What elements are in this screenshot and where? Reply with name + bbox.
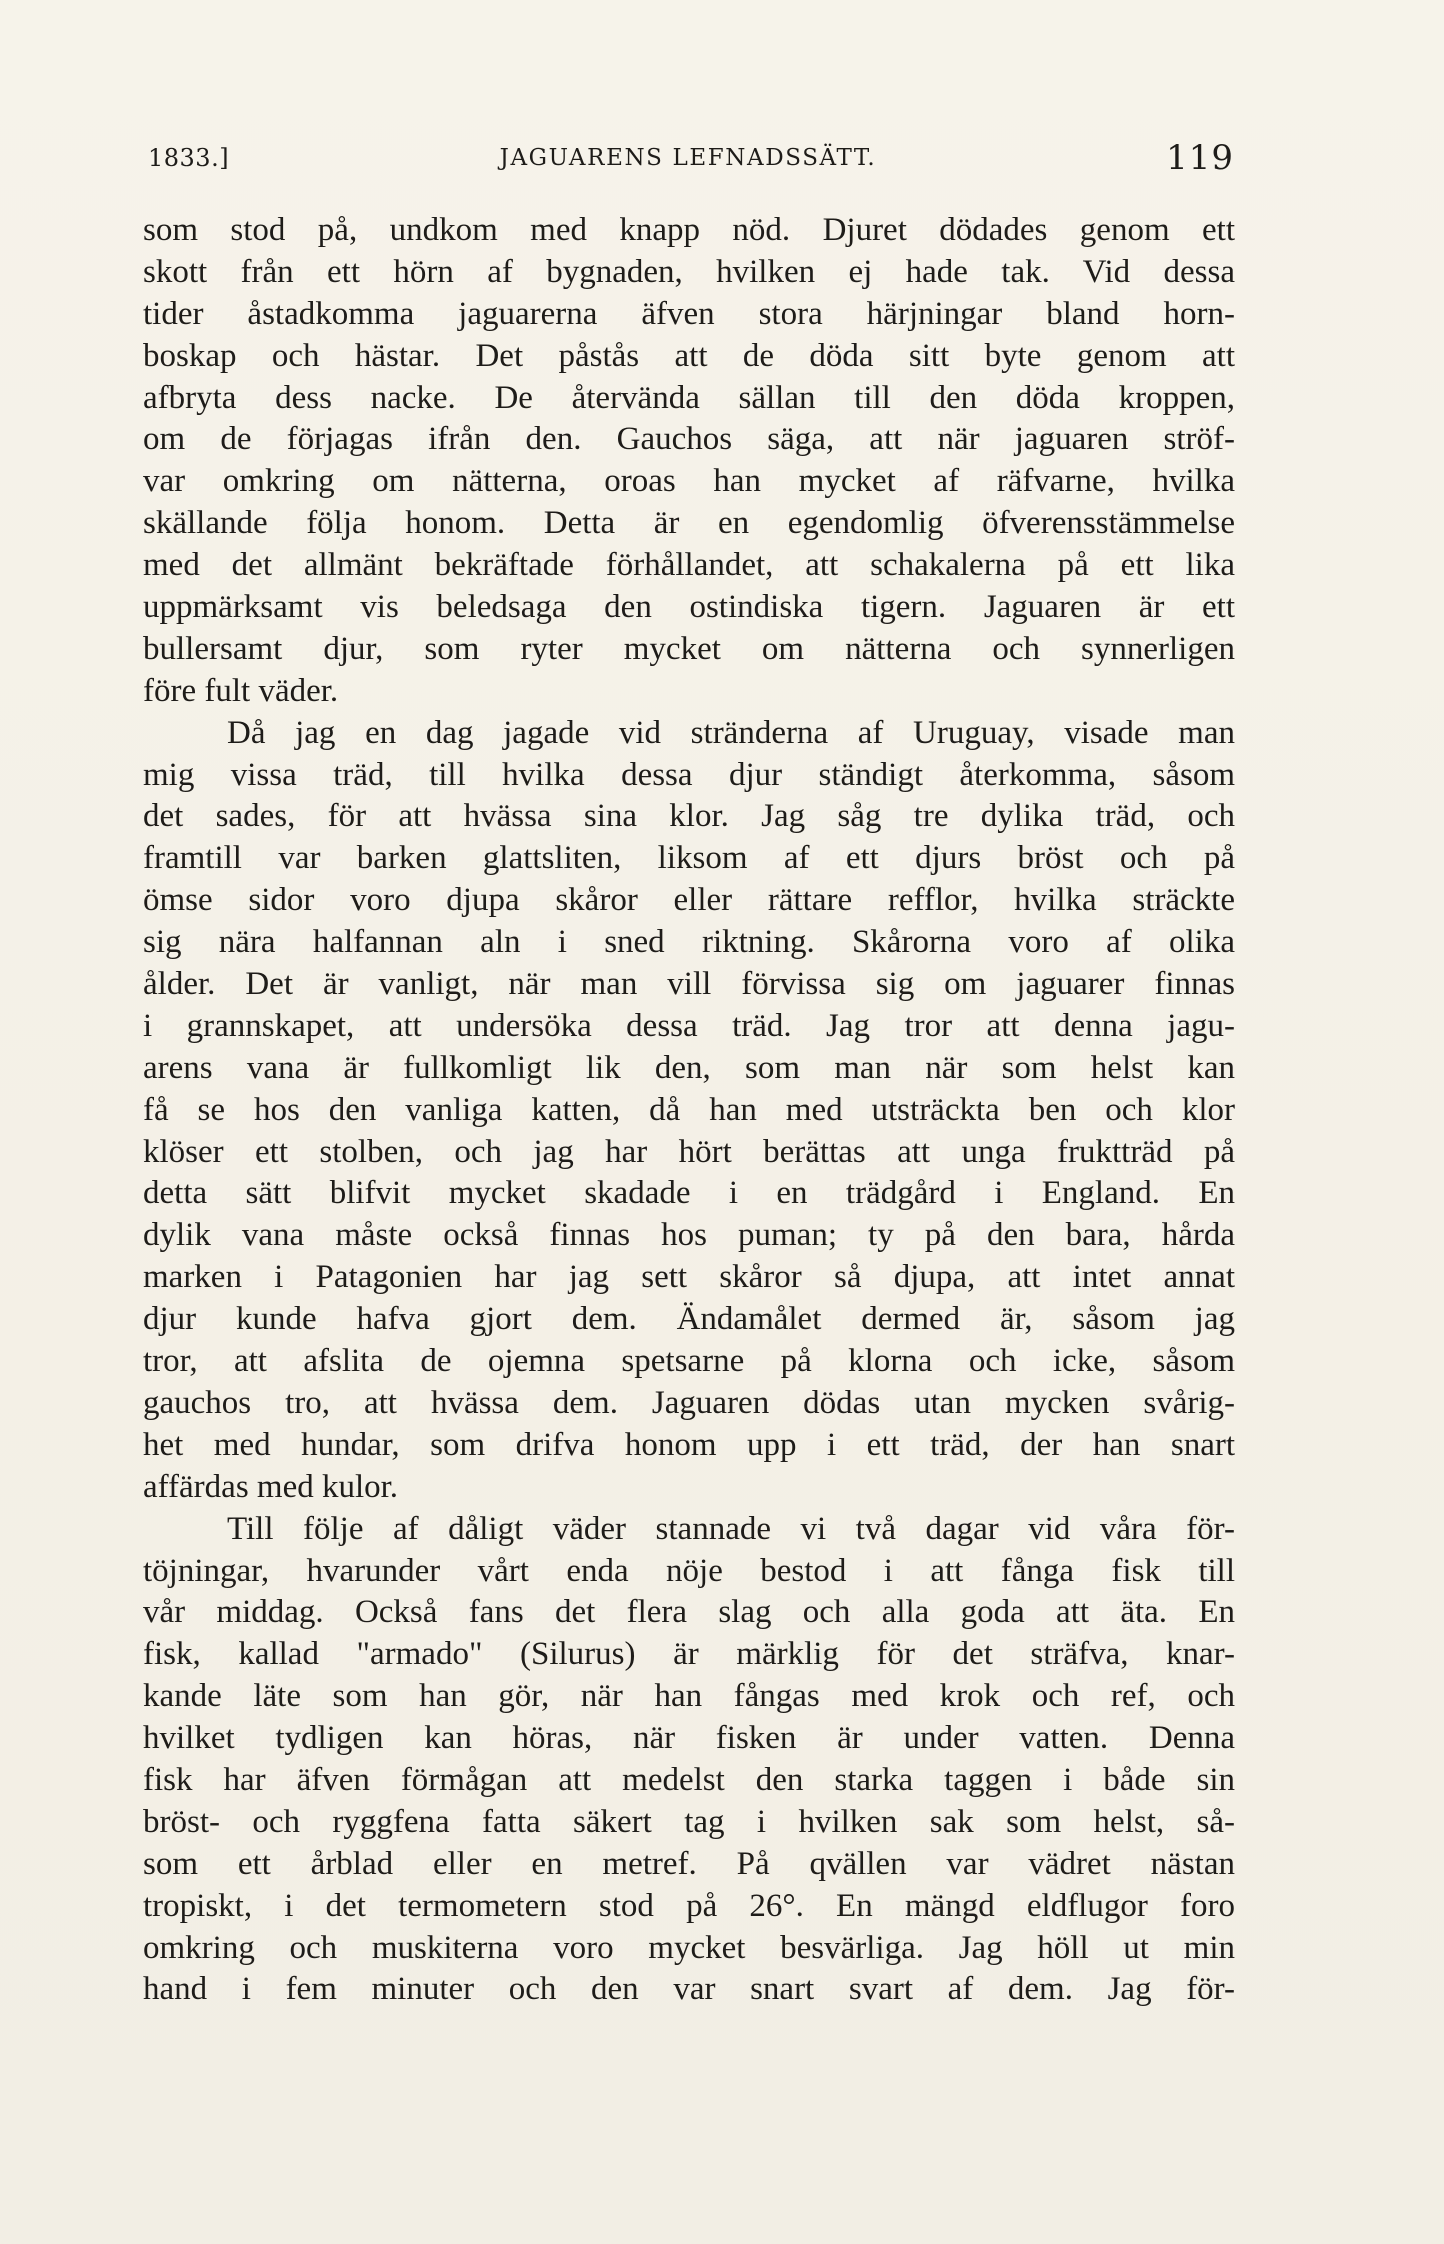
text-line: tropiskt, i det termometern stod på 26°. En mängd eldflugor foro — [143, 1887, 1235, 1924]
text-line: afbryta dess nacke. De återvända sällan till den döda kroppen, — [143, 379, 1235, 416]
text-line: uppmärksamt vis beledsaga den ostindiska tigern. Jaguaren är ett — [143, 589, 1235, 626]
text-line: få se hos den vanliga katten, då han med utsträckta ben och klor — [143, 1091, 1235, 1128]
text-line: fisk, kallad "armado" (Silurus) är märklig för det sträfva, knar- — [143, 1636, 1235, 1673]
text-line: omkring och muskiterna voro mycket besvärliga. Jag höll ut min — [143, 1929, 1235, 1966]
text-line: framtill var barken glattsliten, liksom af ett djurs bröst och på — [143, 840, 1235, 877]
text-line: fisk har äfven förmågan att medelst den starka taggen i både sin — [143, 1761, 1235, 1798]
text-line: det sades, för att hvässa sina klor. Jag såg tre dylika träd, och — [143, 798, 1235, 835]
running-head — [148, 138, 1234, 178]
text-line: gauchos tro, att hvässa dem. Jaguaren dödas utan mycken svårig- — [143, 1384, 1235, 1421]
text-line: detta sätt blifvit mycket skadade i en trädgård i England. En — [143, 1175, 1235, 1212]
text-line: affärdas med kulor. — [143, 1468, 399, 1505]
text-line: töjningar, hvarunder vårt enda nöje bestod i att fånga fisk till — [143, 1552, 1235, 1589]
text-line: tider åstadkomma jaguarerna äfven stora härjningar bland horn- — [143, 295, 1235, 332]
text-line: mig vissa träd, till hvilka dessa djur ständigt återkomma, såsom — [143, 756, 1235, 793]
text-line: bröst- och ryggfena fatta säkert tag i hvilken sak som helst, så- — [143, 1803, 1235, 1840]
text-line: om de förjagas ifrån den. Gauchos säga, att när jaguaren ströf- — [143, 421, 1235, 458]
text-line: dylik vana måste också finnas hos puman; ty på den bara, hårda — [143, 1217, 1235, 1254]
page-number: 119 — [1166, 138, 1234, 178]
text-line: arens vana är fullkomligt lik den, som man när som helst kan — [143, 1049, 1235, 1086]
text-line: i grannskapet, att undersöka dessa träd. Jag tror att denna jagu- — [143, 1007, 1235, 1044]
text-line: kande läte som han gör, när han fångas med krok och ref, och — [143, 1678, 1235, 1715]
text-line: ömse sidor voro djupa skåror eller rättare refflor, hvilka sträckte — [143, 882, 1235, 919]
text-line: het med hundar, som drifva honom upp i ett träd, der han snart — [143, 1426, 1235, 1463]
text-line: som ett årblad eller en metref. På qvällen var vädret nästan — [143, 1845, 1235, 1882]
running-head-year: 1833.] — [148, 144, 230, 172]
text-line: var omkring om nätterna, oroas han mycket af räfvarne, hvilka — [143, 463, 1235, 500]
running-head-title: JAGUARENS LEFNADSSÄTT. — [499, 145, 877, 171]
text-line: med det allmänt bekräftade förhållandet, att schakalerna på ett lika — [143, 547, 1235, 584]
text-line: hvilket tydligen kan höras, när fisken är under vatten. Denna — [143, 1720, 1235, 1757]
text-line: marken i Patagonien har jag sett skåror så djupa, att intet annat — [143, 1259, 1235, 1296]
text-line: ålder. Det är vanligt, när man vill förvissa sig om jaguarer finnas — [143, 966, 1235, 1003]
text-line: djur kunde hafva gjort dem. Ändamålet dermed är, såsom jag — [143, 1301, 1235, 1338]
text-line: klöser ett stolben, och jag har hört berättas att unga fruktträd på — [143, 1133, 1235, 1170]
text-line: boskap och hästar. Det påstås att de döda sitt byte genom att — [143, 337, 1235, 374]
body-text — [143, 210, 1235, 2011]
text-line: sig nära halfannan aln i sned riktning. Skårorna voro af olika — [143, 924, 1235, 961]
text-line: som stod på, undkom med knapp nöd. Djuret dödades genom ett — [143, 212, 1235, 248]
text-line: Till följe af dåligt väder stannade vi två dagar vid våra för- — [227, 1510, 1235, 1547]
text-line: skott från ett hörn af bygnaden, hvilken ej hade tak. Vid dessa — [143, 253, 1235, 290]
text-line: tror, att afslita de ojemna spetsarne på klorna och icke, såsom — [143, 1343, 1235, 1380]
text-line: skällande följa honom. Detta är en egendomlig öfverensstämmelse — [143, 505, 1235, 542]
text-line: bullersamt djur, som ryter mycket om nätterna och synnerligen — [143, 630, 1235, 667]
text-line: hand i fem minuter och den var snart svart af dem. Jag för- — [143, 1971, 1235, 2008]
text-line: vår middag. Också fans det flera slag och alla goda att äta. En — [143, 1594, 1235, 1631]
text-line: före fult väder. — [143, 672, 339, 709]
text-line: Då jag en dag jagade vid stränderna af Uruguay, visade man — [227, 714, 1235, 751]
